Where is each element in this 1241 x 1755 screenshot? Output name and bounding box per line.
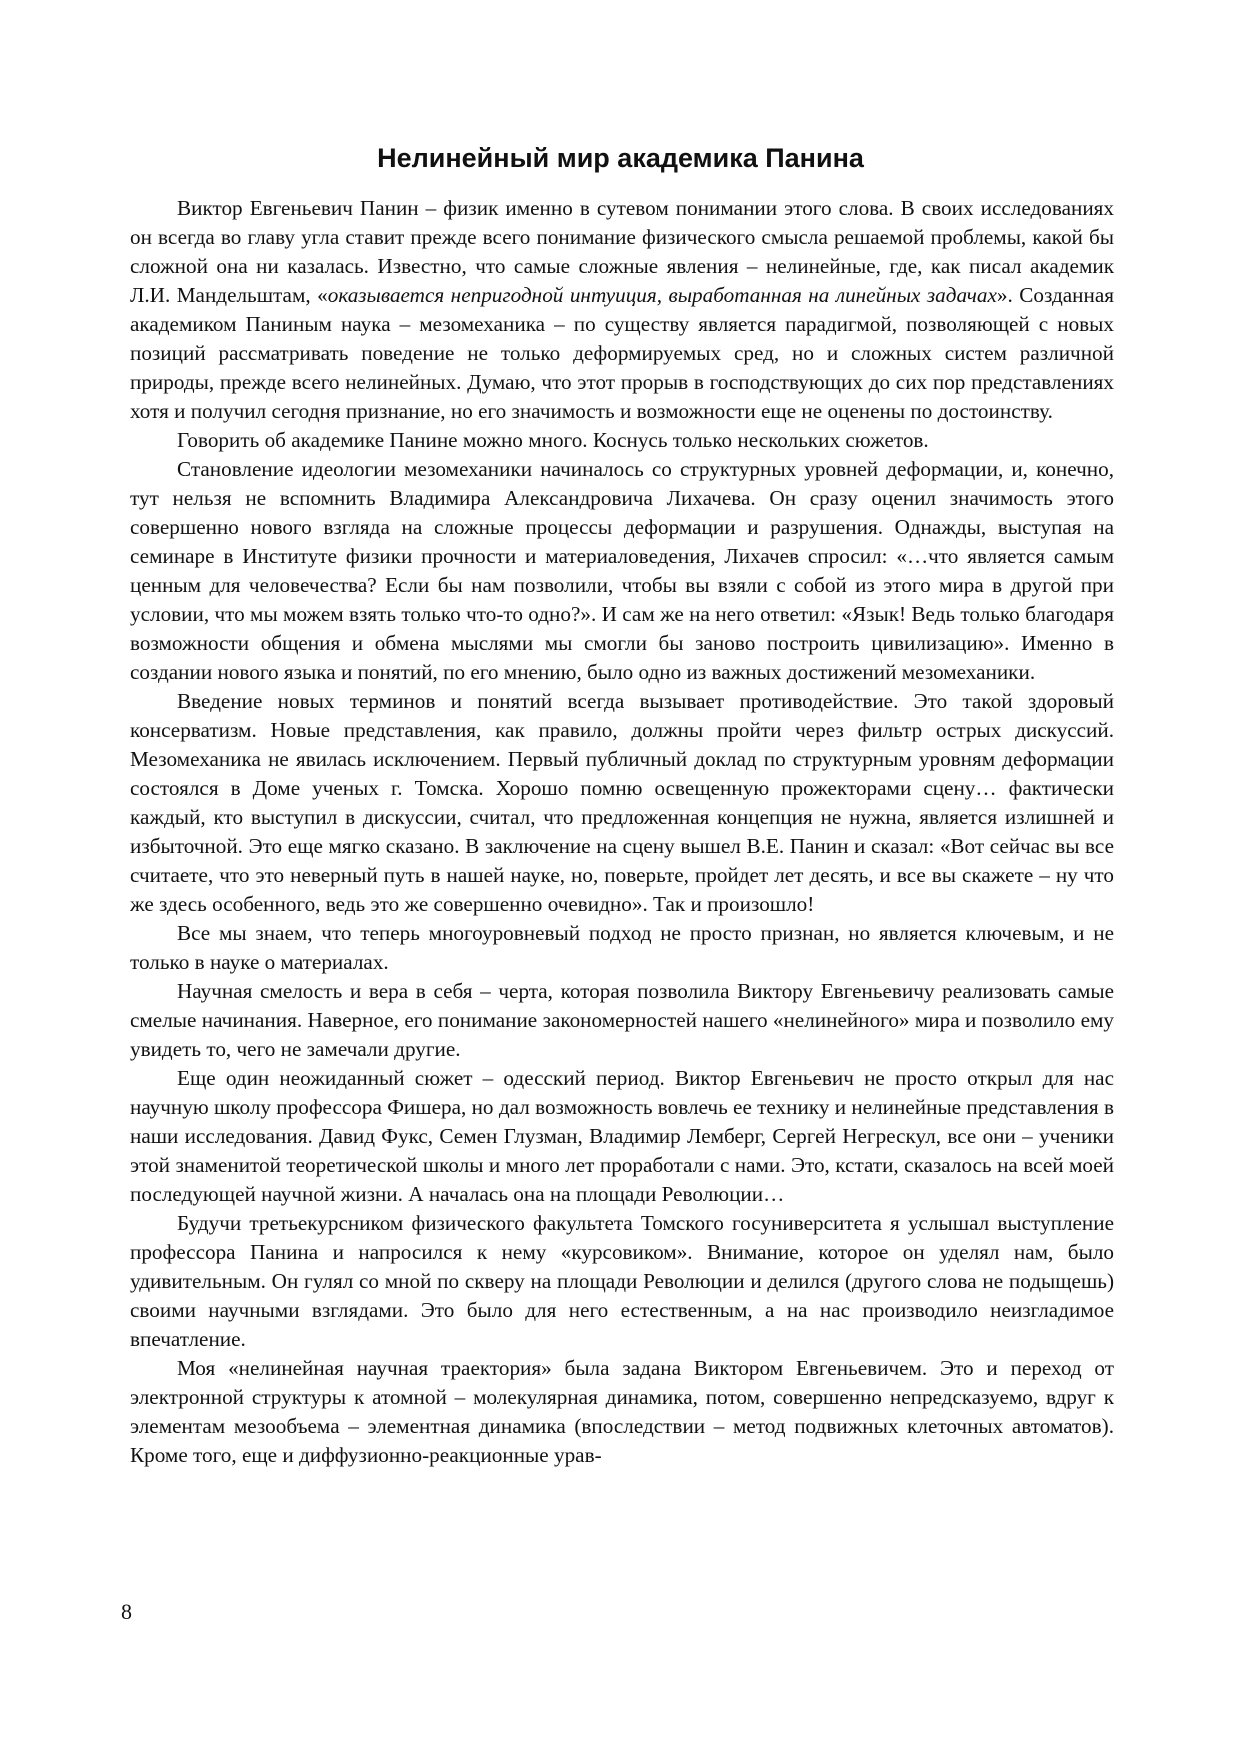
paragraph-7: Еще один неожиданный сюжет – одесский период. Виктор Евгеньевич не просто открыл для нас научную школу профессора Фишера, но дал возможность вовлечь ее технику и нелинейные представления в наши исследования. Давид Фукс, Семен Глузман, Владимир Лемберг, Сергей Негрескул, все они – ученики этой знаменитой теоретической школы и много лет проработали с нами. Это, кстати, сказалось на всей моей последующей научной жизни. А началась она на площади Революции… <box>130 1066 1114 1206</box>
paragraph-5: Все мы знаем, что теперь многоуровневый подход не просто признан, но является ключевым, и не только в науке о материалах. <box>130 921 1114 974</box>
paragraph-1 <box>130 194 1114 426</box>
paragraph-3: Становление идеологии мезомеханики начиналось со структурных уровней деформации, и, конечно, тут нельзя не вспомнить Владимира Александровича Лихачева. Он сразу оценил значимость этого совершенно нового взгляда на сложные процессы деформации и разрушения. Однажды, выступая на семинаре в Институте физики прочности и материаловедения, Лихачев спросил: «…что является самым ценным для человечества? Если бы нам позволили, чтобы вы взяли с собой из этого мира в другой при условии, что мы можем взять только что-то одно?». И сам же на него ответил: «Язык! Ведь только благодаря возможности общения и обмена мыслями мы смогли бы заново построить цивилизацию». Именно в создании нового языка и понятий, по его мнению, было одно из важных достижений мезомеханики. <box>130 457 1114 684</box>
paragraph-6: Научная смелость и вера в себя – черта, которая позволила Виктору Евгеньевичу реализовать самые смелые начинания. Наверное, его понимание закономерностей нашего «нелинейного» мира и позволило ему увидеть то, чего не замечали другие. <box>130 979 1114 1061</box>
mandelstam-quote: оказывается непригодной интуиция, выработанная на линейных задачах <box>327 283 997 307</box>
paragraph-9: Моя «нелинейная научная траектория» была задана Виктором Евгеньевичем. Это и переход от электронной структуры к атомной – молекулярная динамика, потом, совершенно непредсказуемо, вдруг к элементам мезообъема – элементная динамика (впоследствии – метод подвижных клеточных автоматов). Кроме того, еще и диффузионно-реакционные урав- <box>130 1356 1114 1467</box>
article-title: Нелинейный мир академика Панина <box>377 143 864 173</box>
page-number: 8 <box>121 1599 132 1624</box>
paragraph-1-text-end: ». Созданная академиком Паниным наука – мезомеханика – по существу является парадигмой, позволяющей с новых позиций рассматривать поведение не только деформируемых сред, но и сложных систем различной природы, прежде всего нелинейных. Думаю, что этот прорыв в господствующих до сих пор представлениях хотя и получил сегодня признание, но его значимость и возможности еще не оценены по достоинству. <box>130 283 1114 423</box>
paragraph-2: Говорить об академике Панине можно много. Коснусь только нескольких сюжетов. <box>177 428 929 452</box>
paragraph-8: Будучи третьекурсником физического факультета Томского госуниверситета я услышал выступление профессора Панина и напросился к нему «курсовиком». Внимание, которое он уделял нам, было удивительным. Он гулял со мной по скверу на площади Революции и делился (другого слова не подыщешь) своими научными взглядами. Это было для него естественным, а на нас производило неизгладимое впечатление. <box>130 1211 1114 1351</box>
paragraph-1-text-start: Виктор Евгеньевич Панин – физик именно в сутевом понимании этого слова. В своих исследованиях он всегда во главу угла ставит прежде всего понимание физического смысла решаемой проблемы, какой бы сложной она ни казалась. Известно, что самые сложные явления – нелинейные, где, как писал академик Л.И. Мандельштам, « <box>130 196 1114 307</box>
article-body <box>130 194 1114 1470</box>
paragraph-4: Введение новых терминов и понятий всегда вызывает противодействие. Это такой здоровый консерватизм. Новые представления, как правило, должны пройти через фильтр острых дискуссий. Мезомеханика не явилась исключением. Первый публичный доклад по структурным уровням деформации состоялся в Доме ученых г. Томска. Хорошо помню освещенную прожекторами сцену… фактически каждый, кто выступил в дискуссии, считал, что предложенная концепция не нужна, является излишней и избыточной. Это еще мягко сказано. В заключение на сцену вышел В.Е. Панин и сказал: «Вот сейчас вы все считаете, что это неверный путь в нашей науке, но, поверьте, пройдет лет десять, и все вы скажете – ну что же здесь особенного, ведь это же совершенно очевидно». Так и произошло! <box>130 689 1114 916</box>
